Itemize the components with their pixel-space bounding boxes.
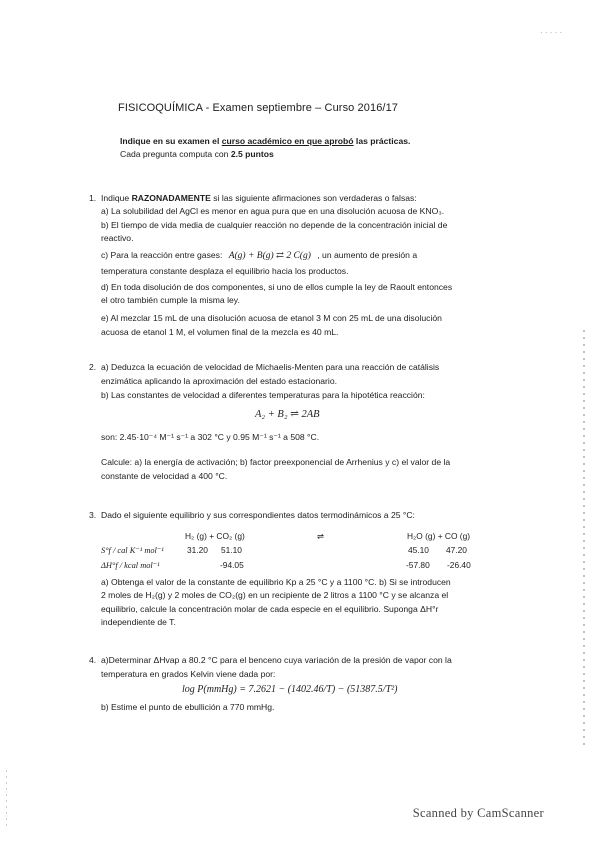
q1-intro-lead: Indique [101,193,132,203]
q1-a: a) La solubilidad del AgCl es menor en agua pura que en una disolución acuosa de KNO₃. [101,206,445,216]
scan-corner-mark: · · · · · [540,28,563,37]
q2-a2: enzimática aplicando la aproximación del estado estacionario. [101,376,337,386]
instruction-lead: Indique en su examen el [120,136,222,146]
q1-e1: e) Al mezclar 15 mL de una disolución acuosa de etanol 3 M con 25 mL de una disolución [101,313,442,323]
q4-equation: log P(mmHg) = 7.2621 − (1402.46/T) − (51387.5/T²) [182,684,398,695]
q2-calc1: Calcule: a) la energía de activación; b) factor preexponencial de Arrhenius y c) el valor de la [101,457,451,467]
points-line [120,149,274,160]
q3-row2-value: -26.40 [447,560,471,570]
q4-number: 4. [89,655,97,665]
q4-b: b) Estime el punto de ebullición a 770 mmHg. [101,702,275,712]
q3-a2: 2 moles de H₂(g) y 2 moles de CO₂(g) en un recipiente de 2 litros a 1100 °C y se alcanza el [101,590,449,600]
q3-a1: a) Obtenga el valor de la constante de equilibrio Kp a 25 °C y a 1100 °C. b) Si se introducen [101,577,451,587]
q2-equation: A₂ + B₂ ⇌ 2AB [255,409,320,420]
q3-equilibrium-arrow: ⇌ [317,531,325,541]
q3-reactants-header: H₂ (g) + CO₂ (g) [185,531,245,541]
q1-e2: acuosa de etanol 1 M, el volumen final de la mezcla es 40 mL. [101,327,339,337]
q3-row2-value: -57.80 [406,560,430,570]
q1-c1 [101,250,417,262]
q3-row1-value: 51.10 [221,545,242,555]
q1-c1-tail: , un aumento de presión a [317,250,418,260]
q1-c1-equation: A(g) + B(g) ⇄ 2 C(g) [228,251,311,261]
scan-margin-dots [583,330,585,750]
q3-row2-value: -94.05 [220,560,244,570]
q3-intro: Dado el siguiente equilibrio y sus correspondientes datos termodinámicos a 25 °C: [101,510,415,520]
points-lead: Cada pregunta computa con [120,149,231,159]
points-value: 2.5 puntos [230,149,274,159]
instruction-tail: las prácticas. [353,136,411,146]
q2-calc2: constante de velocidad a 400 °C. [101,471,228,481]
q2-a1: a) Deduzca la ecuación de velocidad de Michaelis-Menten para una reacción de catálisis [101,362,440,372]
q3-row1-value: 47.20 [446,545,467,555]
q3-a3: equilibrio, calcule la concentración molar de cada especie en el equilibrio. Suponga ΔH°r [101,604,439,614]
q1-intro-bold: RAZONADAMENTE [131,193,211,203]
q4-a1: a)Determinar ΔHvap a 80.2 °C para el benceno cuya variación de la presión de vapor con la [101,655,452,665]
q3-number: 3. [89,510,97,520]
q1-c2: temperatura constante desplaza el equilibrio hacia los productos. [101,266,349,276]
q1-d1: d) En toda disolución de dos componentes, si uno de ellos cumple la ley de Raoult entonces [101,282,453,292]
q2-constants: son: 2.45·10⁻⁴ M⁻¹ s⁻¹ a 302 °C y 0.95 M⁻¹ s⁻¹ a 508 °C. [101,432,320,442]
q1-number: 1. [89,193,97,203]
exam-title: FISICOQUÍMICA - Examen septiembre – Curso 2016/17 [118,102,399,114]
q4-a2: temperatura en grados Kelvin viene dada por: [101,669,276,679]
q1-b2: reactivo. [101,233,134,243]
q3-a4: independiente de T. [101,617,176,627]
q3-row1-value: 31.20 [187,545,208,555]
q1-d2: el otro también cumple la misma ley. [101,295,240,305]
scanner-watermark: Scanned by CamScanner [412,806,544,820]
q1-intro [101,193,417,204]
q1-c1-lead: c) Para la reacción entre gases: [101,250,223,260]
q3-row1-value: 45.10 [408,545,429,555]
q3-row2-label: ΔH°f / kcal mol⁻¹ [101,561,160,570]
q1-intro-tail: si las siguiente afirmaciones son verdaderas o falsas: [210,193,417,203]
instruction-underlined: curso académico en que aprobó [221,136,354,146]
instruction-line [120,136,410,147]
q3-products-header: H₂O (g) + CO (g) [407,531,471,541]
q3-row1-label: S°f / cal K⁻¹ mol⁻¹ [101,546,164,555]
scan-margin-dots [6,770,7,830]
q2-b1: b) Las constantes de velocidad a diferentes temperaturas para la hipotética reacción: [101,390,425,400]
q2-number: 2. [89,362,97,372]
q1-b1: b) El tiempo de vida media de cualquier reacción no depende de la concentración inicial de [101,220,448,230]
